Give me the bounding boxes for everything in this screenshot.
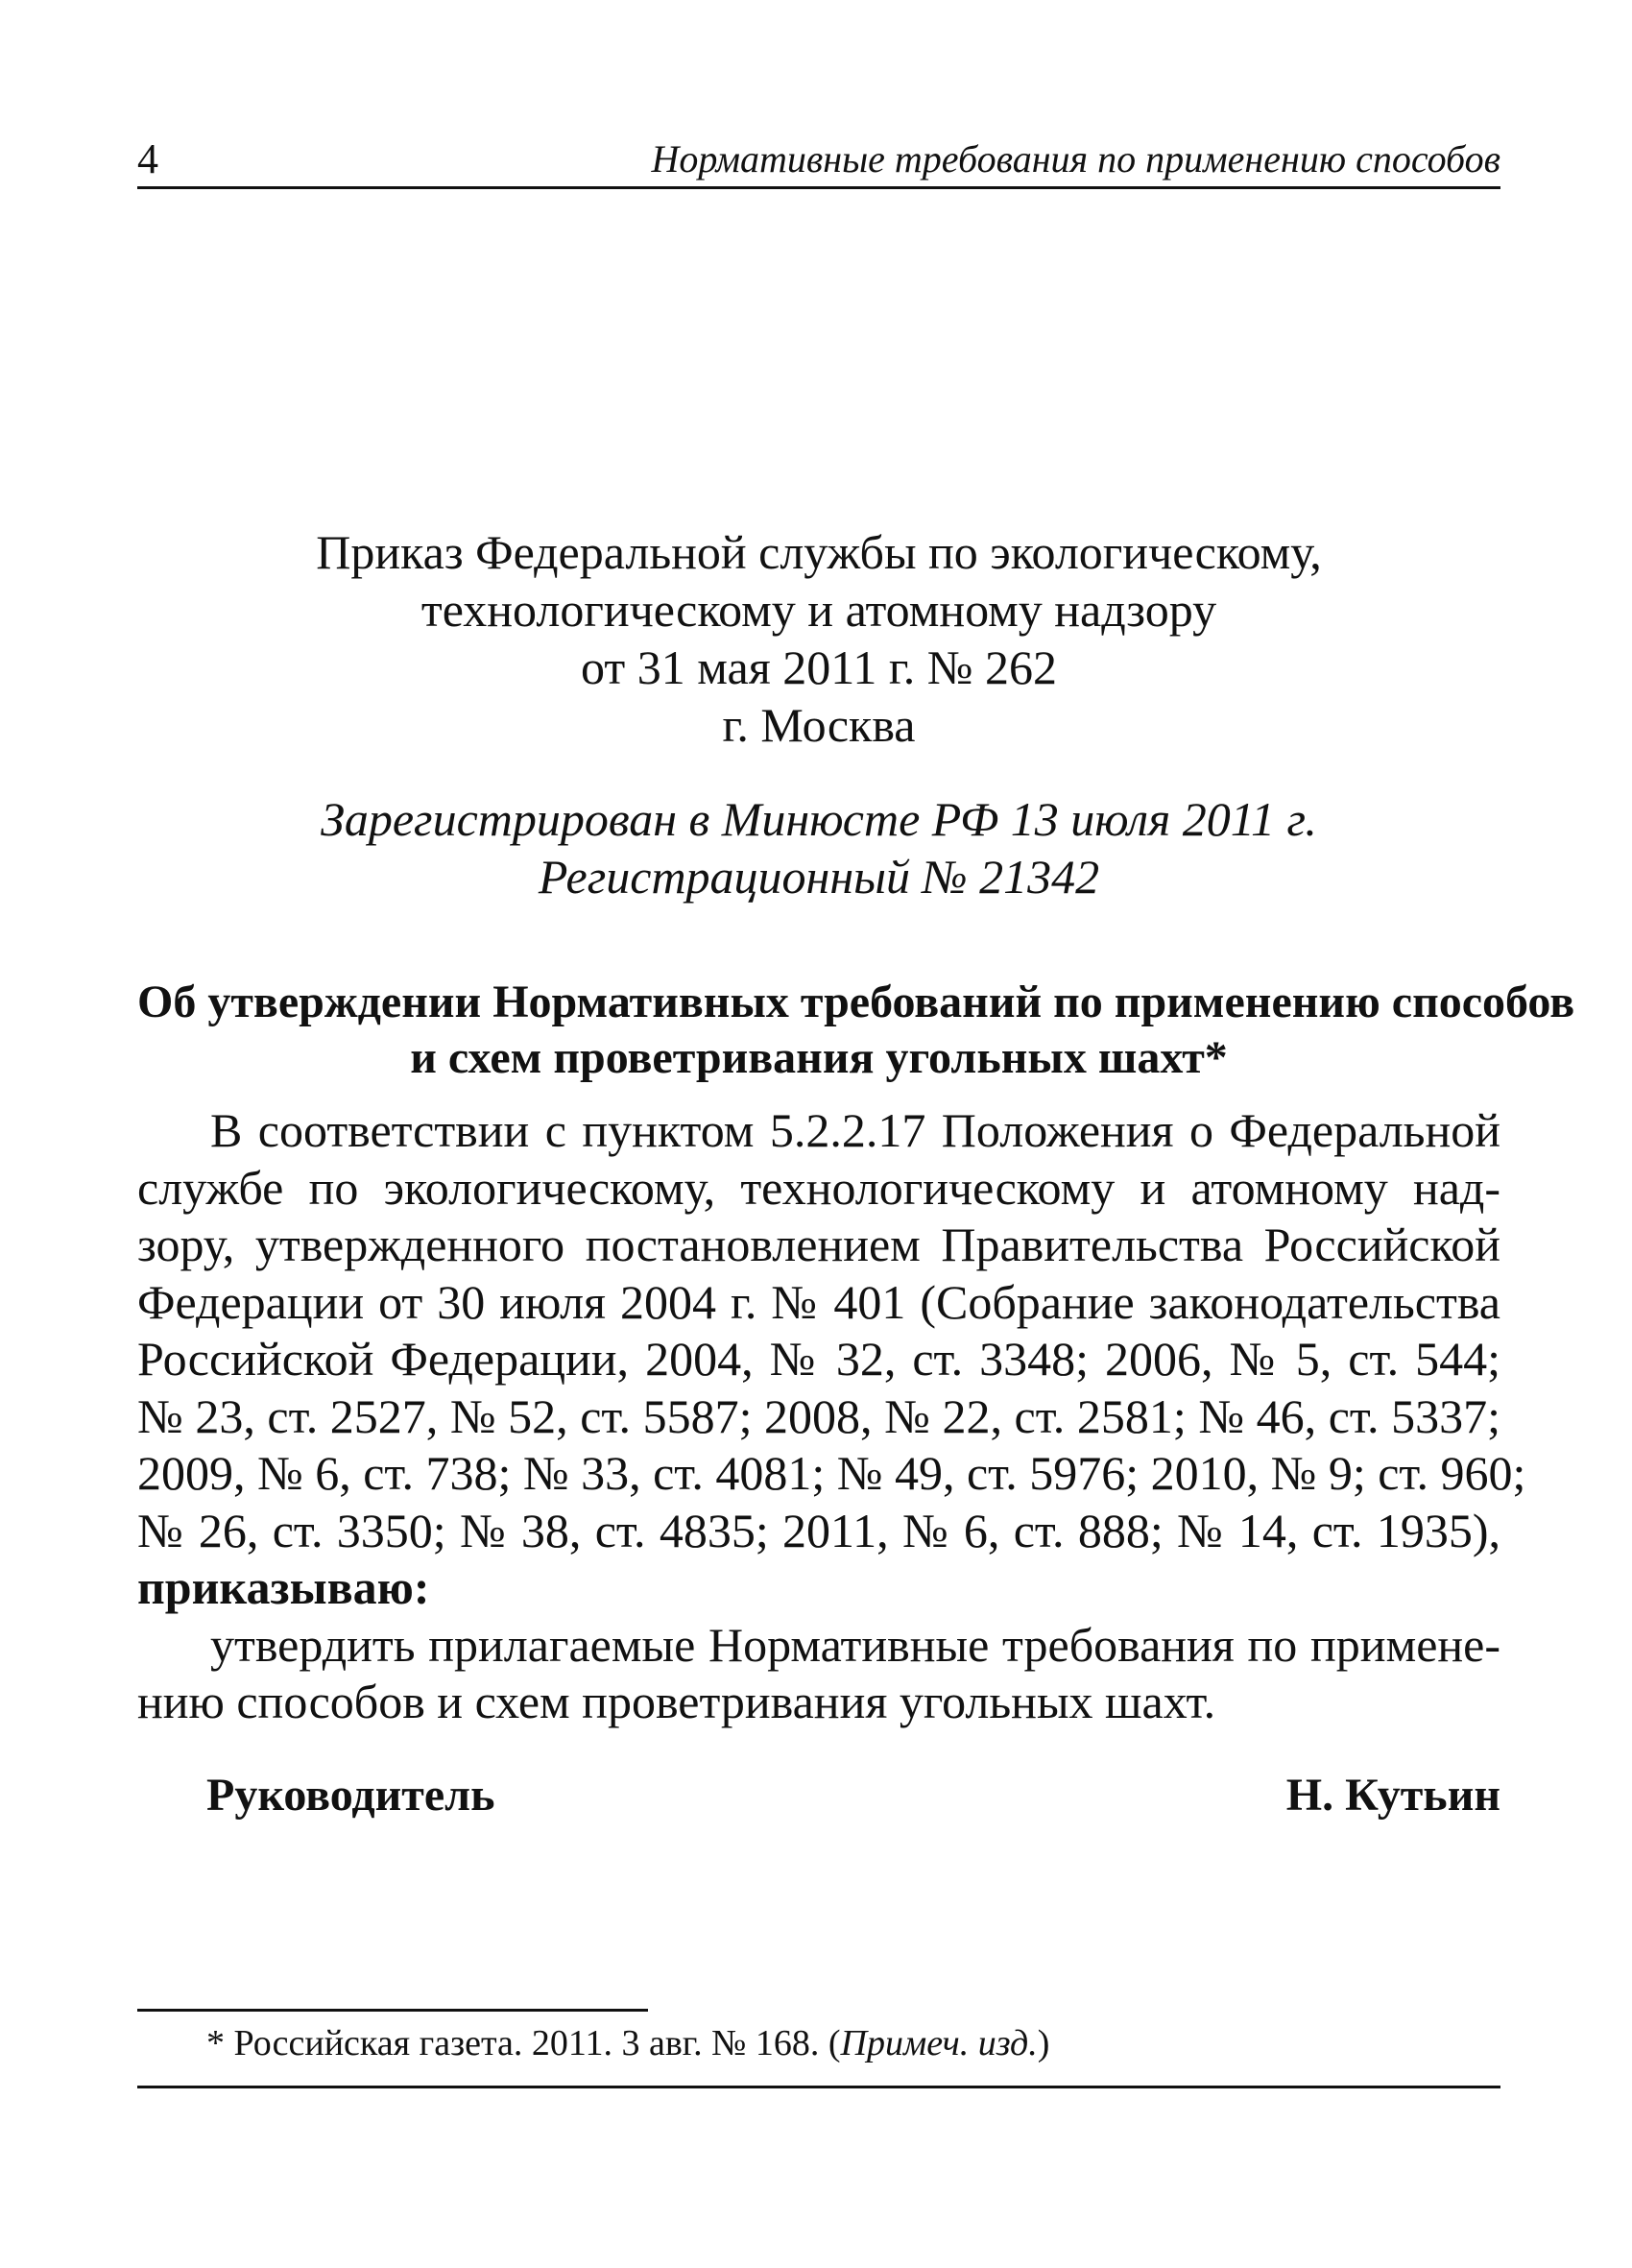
body-line: В соответствии с пунктом 5.2.2.17 Положения о Федеральной bbox=[210, 1103, 1500, 1157]
order-line: Приказ Федеральной службы по экологическому, bbox=[316, 525, 1322, 579]
order-line: технологическому и атомному надзору bbox=[420, 583, 1217, 637]
resolution-line: нию способов и схем проветривания угольных шахт. bbox=[137, 1675, 1216, 1728]
body-line: Российской Федерации, 2004, № 32, ст. 3348; 2006, № 5, ст. 544; bbox=[137, 1332, 1500, 1386]
body-line: № 26, ст. 3350; № 38, ст. 4835; 2011, № 6, ст. 888; № 14, ст. 1935), bbox=[137, 1503, 1500, 1557]
registration-note bbox=[137, 790, 1500, 905]
footnote-divider bbox=[137, 2009, 648, 2012]
signature-block bbox=[206, 1767, 1500, 1824]
footnote-note: Примеч. изд. bbox=[840, 2023, 1038, 2063]
order-word: приказываю: bbox=[137, 1560, 430, 1614]
order-date-line: от 31 мая 2011 г. № 262 bbox=[581, 640, 1057, 694]
body-paragraph bbox=[137, 1102, 1526, 1731]
order-city-line: г. Москва bbox=[722, 698, 916, 752]
registration-line: Зарегистрирован в Минюсте РФ 13 июля 2011 г. bbox=[321, 792, 1317, 846]
title-line: и схем проветривания угольных шахт* bbox=[410, 1032, 1228, 1083]
footnote bbox=[206, 2018, 1049, 2068]
footnote-text: * Российская газета. 2011. 3 авг. № 168. ( bbox=[206, 2023, 841, 2063]
signer-position: Руководитель bbox=[206, 1770, 495, 1821]
title-line: Об утверждении Нормативных требований по применению способов bbox=[137, 977, 1575, 1027]
body-line: зору, утвержденного постановлением Правительства Российской bbox=[137, 1218, 1500, 1271]
document-title bbox=[137, 975, 1575, 1086]
body-line: Федерации от 30 июля 2004 г. № 401 (Собрание законодательства bbox=[137, 1274, 1500, 1329]
order-heading bbox=[137, 523, 1500, 754]
running-header bbox=[137, 133, 1500, 189]
page-number: 4 bbox=[137, 135, 158, 182]
body-line: 2009, № 6, ст. 738; № 33, ст. 4081; № 49, ст. 5976; 2010, № 9; ст. 960; bbox=[137, 1446, 1526, 1500]
running-title: Нормативные требования по применению способов bbox=[651, 137, 1500, 181]
registration-number-line: Регистрационный № 21342 bbox=[538, 850, 1100, 904]
body-line: службе по экологическому, технологическому и атомному над- bbox=[137, 1160, 1500, 1215]
body-line: № 23, ст. 2527, № 52, ст. 5587; 2008, № 22, ст. 2581; № 46, ст. 5337; bbox=[137, 1388, 1500, 1443]
footnote-close: ) bbox=[1037, 2023, 1050, 2063]
signer-name: Н. Кутьин bbox=[1285, 1770, 1500, 1821]
bottom-divider bbox=[137, 2086, 1500, 2088]
resolution-line: утвердить прилагаемые Нормативные требования по примене- bbox=[210, 1617, 1500, 1672]
